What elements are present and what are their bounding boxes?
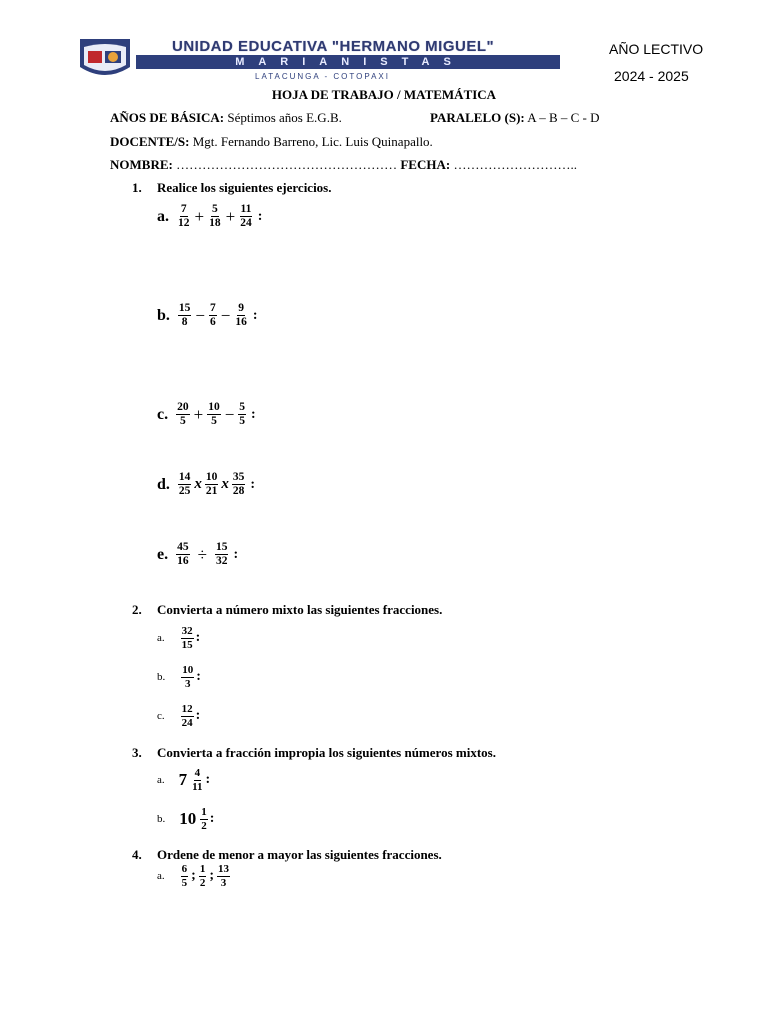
docente-value: Mgt. Fernando Barreno, Lic. Luis Quinapallo. (192, 134, 433, 149)
operator: + (225, 206, 236, 226)
operator: x (221, 476, 229, 493)
question-2-number: 2. (132, 602, 142, 617)
item-label: a. (157, 207, 169, 225)
whole-number: 7 (178, 770, 188, 790)
separator: ; (191, 868, 196, 884)
operator: − (220, 305, 231, 325)
anos-value: Séptimos años E.G.B. (227, 110, 342, 125)
colon: : (250, 476, 256, 492)
fraction: $\frac{4}{11}$ (192, 767, 203, 793)
nombre-label: NOMBRE: (110, 157, 173, 172)
fecha-label: FECHA: (400, 157, 451, 172)
separator: ; (209, 868, 214, 884)
colon: : (195, 708, 201, 724)
item-label: a. (157, 774, 165, 787)
fraction: $\frac{1}{2}$ (199, 863, 206, 889)
fraction: $\frac{5}{18}$ (209, 203, 221, 230)
whole-number: 10 (179, 809, 197, 829)
exercise-3a (157, 767, 210, 793)
band-text: MARIANISTAS (235, 56, 465, 68)
exercise-1a (157, 203, 262, 230)
exercise-1d (157, 471, 255, 498)
anos-label: AÑOS DE BÁSICA: (110, 110, 225, 125)
fraction: $\frac{14}{25}$ (178, 471, 191, 498)
item-label: a. (157, 632, 165, 645)
fraction: $\frac{10}{3}$ (182, 664, 194, 690)
operator: x (194, 476, 202, 493)
operator: + (193, 404, 204, 424)
paralelo-label: PARALELO (S): (430, 110, 525, 125)
exercise-4a (157, 863, 232, 889)
fraction: $\frac{11}{24}$ (240, 203, 252, 230)
question-3-text: Convierta a fracción impropia los siguientes números mixtos. (157, 745, 496, 760)
info-nombre (110, 157, 577, 173)
item-label: c. (157, 710, 165, 723)
fraction: $\frac{15}{32}$ (215, 541, 228, 568)
item-label: b. (157, 671, 166, 684)
exercise-3b (157, 806, 214, 832)
question-4-text: Ordene de menor a mayor las siguientes fracciones. (157, 847, 442, 862)
page-title: HOJA DE TRABAJO / MATEMÁTICA (271, 87, 497, 102)
exercise-1e (157, 541, 238, 568)
exercise-2b (157, 664, 201, 690)
colon: : (251, 406, 256, 422)
question-2-text: Convierta a número mixto las siguientes fracciones. (157, 602, 443, 617)
operator: + (194, 206, 205, 226)
paralelo-value: A – B – C - D (527, 110, 600, 125)
fraction: $\frac{7}{12}$ (178, 203, 190, 230)
colon: : (205, 772, 211, 788)
city-text: LATACUNGA - COTOPAXI (255, 72, 390, 81)
fraction: $\frac{1}{2}$ (201, 806, 207, 832)
school-name: UNIDAD EDUCATIVA "HERMANO MIGUEL" (172, 38, 495, 55)
fraction: $\frac{5}{5}$ (239, 401, 246, 428)
colon: : (196, 669, 201, 685)
colon: : (257, 208, 263, 224)
fraction: $\frac{9}{16}$ (235, 302, 247, 329)
colon: : (252, 307, 258, 323)
fraction: $\frac{10}{21}$ (205, 471, 218, 498)
operator: − (195, 305, 205, 325)
exercise-1b (157, 302, 258, 329)
fraction: $\frac{35}{28}$ (232, 471, 245, 498)
info-anos (110, 110, 342, 126)
fraction: $\frac{12}{24}$ (181, 703, 193, 729)
fraction: $\frac{32}{15}$ (181, 625, 193, 651)
item-label: c. (157, 405, 169, 423)
fraction: $\frac{10}{5}$ (208, 401, 220, 428)
school-logo (76, 37, 134, 81)
item-label: b. (157, 813, 166, 826)
question-3-number: 3. (132, 745, 142, 760)
fraction: $\frac{45}{16}$ (177, 541, 189, 568)
year-label: AÑO LECTIVO (609, 41, 704, 57)
exercise-1c (157, 401, 256, 428)
operator: ÷ (197, 544, 207, 564)
exercise-2c (157, 703, 200, 729)
docente-label: DOCENTE/S: (110, 134, 190, 149)
info-paralelo (430, 110, 600, 126)
year-value: 2024 - 2025 (614, 68, 689, 84)
fraction: $\frac{6}{5}$ (181, 863, 188, 889)
fraction: $\frac{15}{8}$ (178, 302, 191, 329)
item-label: e. (157, 545, 169, 563)
fraction: $\frac{7}{6}$ (210, 302, 216, 329)
item-label: d. (157, 475, 170, 493)
colon: : (233, 546, 239, 562)
item-label: b. (157, 306, 170, 324)
exercise-2a (157, 625, 200, 651)
fecha-field[interactable]: ……………………….. (453, 157, 577, 172)
fraction: $\frac{20}{5}$ (177, 401, 189, 428)
fraction: $\frac{13}{3}$ (217, 863, 229, 889)
operator: − (224, 404, 235, 424)
question-1-number: 1. (132, 180, 142, 195)
nombre-field[interactable]: …………………………………………… (176, 157, 398, 172)
info-docente (110, 134, 433, 150)
question-1-text: Realice los siguientes ejercicios. (157, 180, 332, 195)
colon: : (195, 630, 201, 646)
question-4-number: 4. (132, 847, 142, 862)
item-label: a. (157, 870, 165, 883)
colon: : (209, 811, 215, 827)
